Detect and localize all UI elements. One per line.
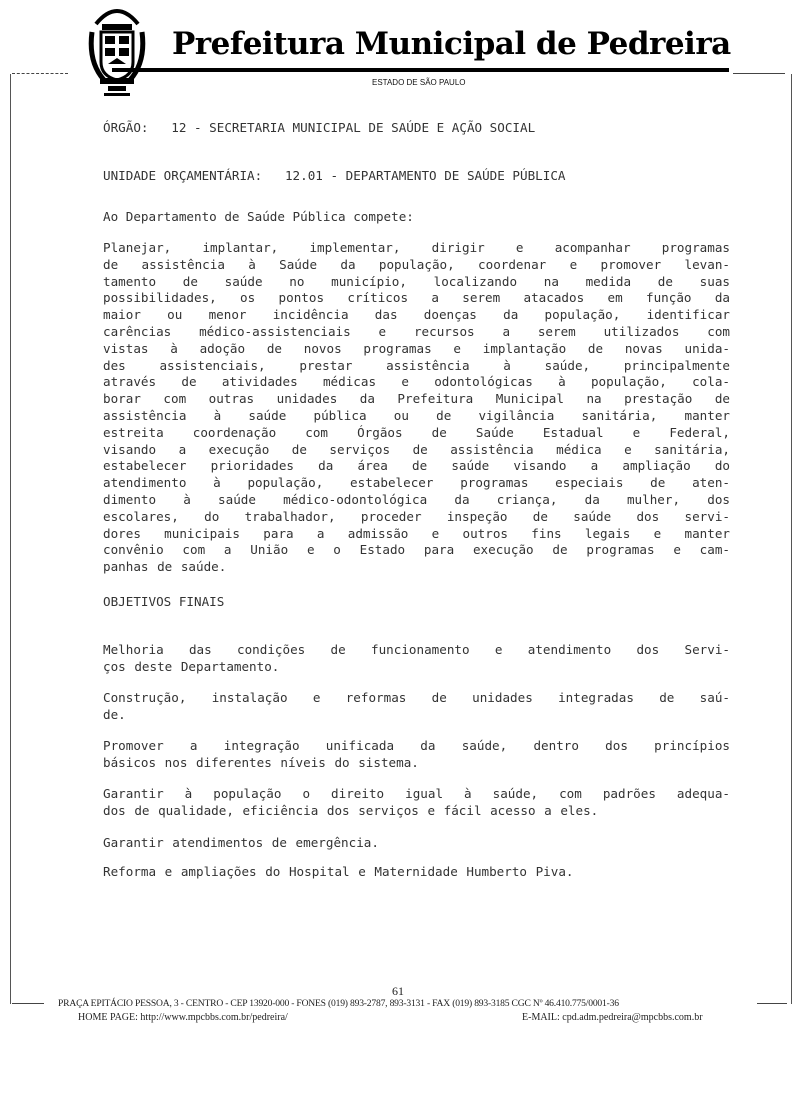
competencies-paragraph — [103, 240, 730, 576]
objective-line: ços deste Departamento. — [103, 658, 280, 674]
paragraph-line: borar com outras unidades da Prefeitura Municipal na prestação de — [103, 391, 730, 407]
paragraph-line: assistência à saúde pública ou de vigilância sanitária, manter — [103, 407, 730, 423]
objective-item — [103, 835, 730, 852]
paragraph-line: atendimento à população, estabelecer programas especiais de aten- — [103, 475, 730, 491]
unidade-line: UNIDADE ORÇAMENTÁRIA: 12.01 - DEPARTAMENTO DE SAÚDE PÚBLICA — [103, 168, 566, 183]
paragraph-line: de assistência à Saúde da população, coordenar e promover levan- — [103, 256, 730, 272]
paragraph-line: vistas à adoção de novos programas e implantação de novas unida- — [103, 340, 730, 356]
objective-line: dos de qualidade, eficiência dos serviços e fácil acesso a eles. — [103, 802, 599, 818]
objective-line: Construção, instalação e reformas de unidades integradas de saú- — [103, 690, 730, 705]
municipal-crest-icon — [86, 2, 148, 100]
objective-item — [103, 786, 730, 820]
paragraph-line: possibilidades, os pontos críticos a serem atacados em função da — [103, 290, 730, 306]
paragraph-line: visando a execução de serviços de assistência médica e sanitária, — [103, 441, 730, 457]
paragraph-line: panhas de saúde. — [103, 559, 227, 575]
footer-address: PRAÇA EPITÁCIO PESSOA, 3 - CENTRO - CEP 13920-000 - FONES (019) 893-2787, 893-3131 - FAX (019) 893-3185 CGC Nº 46.410.775/0001-36 — [58, 998, 619, 1009]
orgao-line: ÓRGÃO: 12 - SECRETARIA MUNICIPAL DE SAÚDE E AÇÃO SOCIAL — [103, 120, 536, 135]
objective-item — [103, 738, 730, 772]
state-subtitle: ESTADO DE SÃO PAULO — [372, 78, 466, 87]
footer-homepage: HOME PAGE: http://www.mpcbbs.com.br/pedreira/ — [78, 1012, 288, 1023]
objective-line: básicos nos diferentes níveis do sistema. — [103, 754, 419, 770]
objective-line: de. — [103, 706, 126, 722]
intro-line: Ao Departamento de Saúde Pública compete: — [103, 209, 414, 224]
title-rule — [112, 68, 729, 72]
paragraph-line: maior ou menor incidência das doenças da população, identificar — [103, 307, 730, 323]
paragraph-line: convênio com a União e o Estado para execução de programas e cam- — [103, 542, 730, 558]
objective-line: Garantir à população o direito igual à saúde, com padrões adequa- — [103, 786, 730, 801]
objective-item — [103, 642, 730, 676]
paragraph-line: através de atividades médicas e odontológicas à população, cola- — [103, 374, 730, 390]
page-number: 61 — [392, 984, 404, 998]
paragraph-line: Planejar, implantar, implementar, dirigir e acompanhar programas — [103, 240, 730, 255]
paragraph-line: dimento à saúde médico-odontológica da criança, da mulher, dos — [103, 491, 730, 507]
paragraph-line: tamento de saúde no município, localizando na medida de suas — [103, 273, 730, 289]
objective-line: Promover a integração unificada da saúde, dentro dos princípios — [103, 738, 730, 753]
objectives-heading: OBJETIVOS FINAIS — [103, 594, 225, 609]
paragraph-line: des assistenciais, prestar assistência à saúde, principalmente — [103, 357, 730, 373]
objective-line: Melhoria das condições de funcionamento e atendimento dos Servi- — [103, 642, 730, 657]
paragraph-line: estreita coordenação com Órgãos de Saúde Estadual e Federal, — [103, 424, 730, 440]
frame-line — [12, 1003, 44, 1004]
frame-line — [12, 73, 68, 74]
frame-line — [757, 1003, 787, 1004]
page-title: Prefeitura Municipal de Pedreira — [172, 26, 731, 62]
footer-email: E-MAIL: cpd.adm.pedreira@mpcbbs.com.br — [522, 1012, 703, 1023]
paragraph-line: estabelecer prioridades da área de saúde visando a ampliação do — [103, 458, 730, 474]
objective-line: Garantir atendimentos de emergência. — [103, 835, 379, 850]
objective-line: Reforma e ampliações do Hospital e Maternidade Humberto Piva. — [103, 864, 574, 879]
paragraph-line: dores municipais para a admissão e outros fins legais e manter — [103, 525, 730, 541]
paragraph-line: carências médico-assistenciais e recursos a serem utilizados com — [103, 323, 730, 339]
paragraph-line: escolares, do trabalhador, proceder inspeção de saúde dos servi- — [103, 508, 730, 524]
objective-item — [103, 690, 730, 724]
objective-item — [103, 864, 730, 881]
frame-line — [733, 73, 785, 74]
